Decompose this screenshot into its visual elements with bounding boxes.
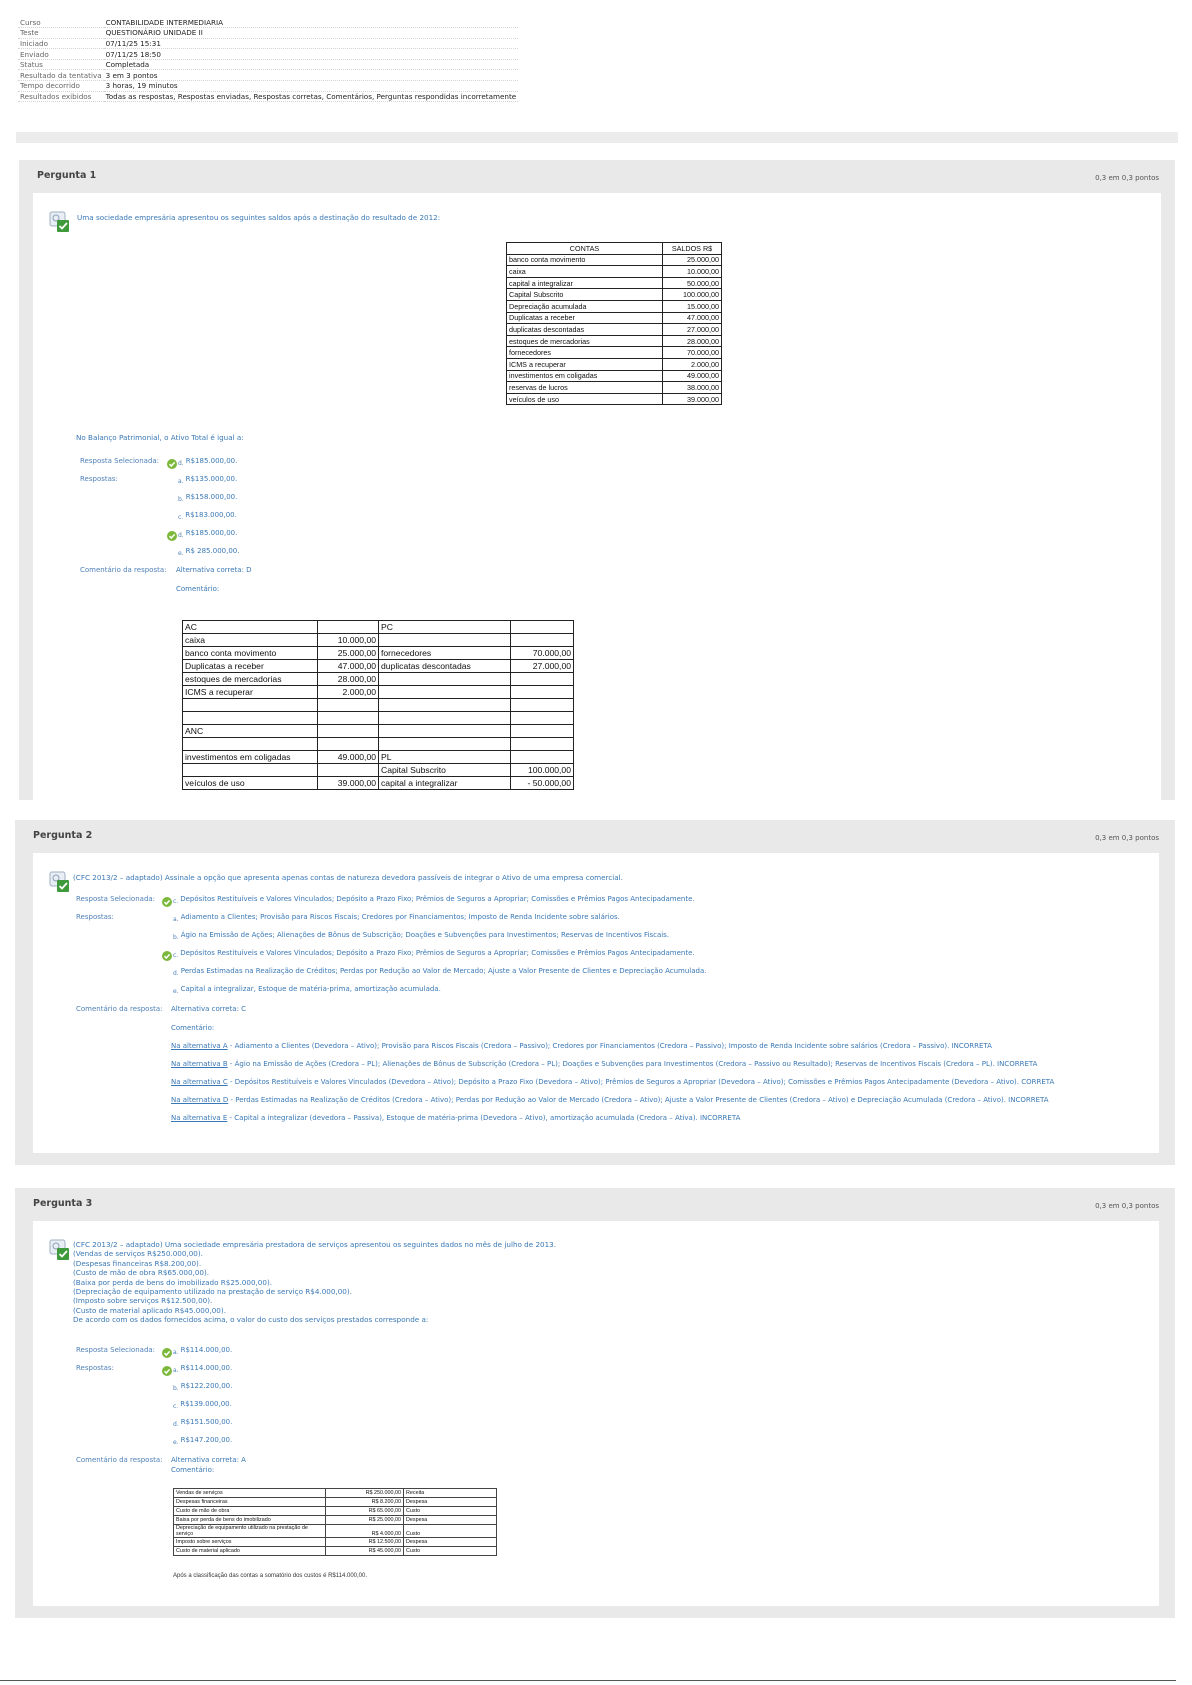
question-1-panel <box>19 160 1175 800</box>
account-row: estoques de mercadorias 28.000,00 <box>507 335 722 347</box>
selected-answer: d. R$185.000,00. <box>178 457 238 467</box>
question-correct-icon <box>49 1239 71 1261</box>
cost-row: Custo de material aplicado R$ 45.000,00 Custo <box>174 1547 497 1556</box>
selected-answer-label: Resposta Selecionada: <box>80 457 160 465</box>
balance-row: Capital Subscrito 100.000,00 <box>183 764 574 777</box>
account-row: banco conta movimento 25.000,00 <box>507 254 722 266</box>
answer-option-e: e. R$ 285.000,00. <box>178 547 240 557</box>
answer-option-c: c. R$183.000,00. <box>178 511 237 521</box>
summary-table <box>18 17 518 102</box>
cost-row: Despesas financeiras R$ 8.200,00 Despesa <box>174 1498 497 1507</box>
balance-row: veículos de uso 39.000,00 capital a integralizar - 50.000,00 <box>183 777 574 790</box>
cost-classification-table <box>173 1488 497 1556</box>
question-3-title: Pergunta 3 <box>33 1198 93 1209</box>
cost-row: Custo de mão de obra R$ 65.000,00 Custo <box>174 1507 497 1516</box>
balance-row: ANC <box>183 725 574 738</box>
page-bottom-divider <box>0 1680 1176 1681</box>
question-2-points: 0,3 em 0,3 pontos <box>1095 834 1159 842</box>
accounts-table <box>506 242 722 405</box>
cost-row: Imposto sobre serviços R$ 12.500,00 Despesa <box>174 1538 497 1547</box>
cost-row: Baixa por perda de bens do imobilizado R$ 25.000,00 Despesa <box>174 1516 497 1525</box>
comment-conclusion: Após a classificação das contas a somatório dos custos é R$114.000,00. <box>173 1573 368 1579</box>
answer-option-c: c. Depósitos Restituíveis e Valores Vinculados; Depósito a Prazo Fixo; Prêmios de Seguros a Apropriar; Comissões e Prêmios Pagos Antecipadamente. <box>173 949 695 959</box>
account-row: caixa 10.000,00 <box>507 266 722 278</box>
question-1-body <box>33 193 1161 800</box>
question-3-body <box>33 1221 1159 1606</box>
comment-line-d: Na alternativa D - Perdas Estimadas na Realização de Créditos (Credora – Ativo); Perdas por Redução ao Valor de Mercado (Credora – Ativo); Ajuste a Valor Presente de Clientes (Credora – Ativo) e Depreciação Acumulada (Credora – Ativo). INCORRETA <box>171 1096 1049 1104</box>
answer-option-a: a. Adiamento a Clientes; Provisão para Riscos Fiscais; Credores por Financiamentos; Imposto de Renda Incidente sobre salários. <box>173 913 620 923</box>
question-3-text: (CFC 2013/2 – adaptado) Uma sociedade empresária prestadora de serviços apresentou os seguintes dados no mês de julho de 2013. (Vendas de serviços R$250.000,00). (Despesas financeiras R$8.200,00). (Custo de mão de obra R$65.000,00). (Baixa por perda de bens do imobilizado R$25.000,00). (Depreciação de equipamento utilizado na prestação de serviço R$4.000,00). (Imposto sobre serviços R$12.500,00). (Custo de material aplicado R$45.000,00). De acordo com os dados fornecidos acima, o valor do custo dos serviços prestados corresponde a: <box>73 1240 557 1325</box>
answer-option-a: a. R$114.000,00. <box>173 1364 233 1374</box>
comment-correct-answer: Alternativa correta: C <box>171 1005 247 1013</box>
question-2-body <box>33 853 1159 1153</box>
comment-correct-answer: Alternativa correta: A <box>171 1456 246 1464</box>
answer-option-d: d. R$151.500,00. <box>173 1418 233 1428</box>
question-1-title: Pergunta 1 <box>37 170 97 181</box>
question-2-panel <box>15 820 1175 1165</box>
question-2-title: Pergunta 2 <box>33 830 93 841</box>
balance-row: investimentos em coligadas 49.000,00 PL <box>183 751 574 764</box>
account-row: duplicatas descontadas 27.000,00 <box>507 324 722 336</box>
question-1-points: 0,3 em 0,3 pontos <box>1095 174 1159 182</box>
answer-option-b: b. R$122.200,00. <box>173 1382 233 1392</box>
balance-row <box>183 738 574 751</box>
account-row: Duplicatas a receber 47.000,00 <box>507 312 722 324</box>
comment-line-e: Na alternativa E - Capital a integralizar (devedora – Passiva), Estoque de matéria-prima (Devedora – Ativo), amortização acumulada (Credora – Ativa). INCORRETA <box>171 1114 741 1122</box>
summary-row: Iniciado 07/11/25 15:31 <box>18 38 518 49</box>
comment-label: Comentário da resposta: <box>76 1005 163 1013</box>
summary-row: Status Completada <box>18 59 518 70</box>
question-1-prompt: No Balanço Patrimonial, o Ativo Total é igual a: <box>76 433 244 442</box>
summary-row: Tempo decorrido 3 horas, 19 minutos <box>18 81 518 92</box>
attempt-summary <box>16 14 1176 134</box>
accounts-header-name: CONTAS <box>507 243 663 255</box>
comment-line-c: Na alternativa C - Depósitos Restituíveis e Valores Vinculados (Devedora – Ativo); Depósito a Prazo Fixo (Devedora – Ativo); Prêmios de Seguros a Apropriar (Devedora – Ativo); Comissões e Prêmios Pagos Antecipadamente (Devedora – Ativo). CORRETA <box>171 1078 1055 1086</box>
accounts-header-value: SALDOS R$ <box>663 243 722 255</box>
comment-heading: Comentário: <box>176 585 220 593</box>
account-row: ICMS a recuperar 2.000,00 <box>507 358 722 370</box>
answer-option-a: a. R$135.000,00. <box>178 475 238 485</box>
cost-row: Depreciação de equipamento utilizado na prestação de serviço R$ 4.000,00 Custo <box>174 1525 497 1538</box>
answer-option-b: b. R$158.000,00. <box>178 493 238 503</box>
account-row: fornecedores 70.000,00 <box>507 347 722 359</box>
question-3-points: 0,3 em 0,3 pontos <box>1095 1202 1159 1210</box>
summary-row: Resultado da tentativa 3 em 3 pontos <box>18 70 518 81</box>
account-row: investimentos em coligadas 49.000,00 <box>507 370 722 382</box>
balance-row: banco conta movimento 25.000,00 fornecedores 70.000,00 <box>183 647 574 660</box>
summary-row: Curso CONTABILIDADE INTERMEDIARIA <box>18 17 518 28</box>
correct-check-icon <box>167 531 177 541</box>
account-row: Capital Subscrito 100.000,00 <box>507 289 722 301</box>
selected-answer-label: Resposta Selecionada: <box>76 895 156 903</box>
answer-option-e: e. Capital a integralizar, Estoque de matéria-prima, amortização acumulada. <box>173 985 441 995</box>
selected-answer-label: Resposta Selecionada: <box>76 1346 156 1354</box>
balance-row <box>183 699 574 712</box>
selected-answer: c. Depósitos Restituíveis e Valores Vinculados; Depósito a Prazo Fixo; Prêmios de Seguros a Apropriar; Comissões e Prêmios Pagos Antecipadamente. <box>173 895 695 905</box>
answers-label: Respostas: <box>76 1364 114 1372</box>
comment-heading: Comentário: <box>171 1466 215 1474</box>
question-correct-icon <box>49 871 71 893</box>
question-2-text: (CFC 2013/2 – adaptado) Assinale a opção que apresenta apenas contas de natureza devedora passíveis de integrar o Ativo de uma empresa comercial. <box>73 873 623 882</box>
comment-correct-answer: Alternativa correta: D <box>176 566 252 574</box>
balance-row: AC PC <box>183 621 574 634</box>
correct-check-icon <box>162 951 172 961</box>
correct-check-icon <box>162 897 172 907</box>
balance-sheet-table <box>182 620 574 790</box>
summary-row: Resultados exibidos Todas as respostas, Respostas enviadas, Respostas corretas, Comentários, Perguntas respondidas incorretamente <box>20 91 517 101</box>
answer-option-d: d. Perdas Estimadas na Realização de Créditos; Perdas por Redução ao Valor de Mercado; Ajuste a Valor Presente de Clientes e Depreciação Acumulada. <box>173 967 707 977</box>
selected-answer: a. R$114.000,00. <box>173 1346 233 1356</box>
summary-row: Enviado 07/11/25 18:50 <box>18 49 518 60</box>
cost-row: Vendas de serviços R$ 250.000,00 Receita <box>174 1489 497 1498</box>
balance-row: Duplicatas a receber 47.000,00 duplicatas descontadas 27.000,00 <box>183 660 574 673</box>
account-row: capital a integralizar 50.000,00 <box>507 277 722 289</box>
correct-check-icon <box>167 459 177 469</box>
account-row: Depreciação acumulada 15.000,00 <box>507 300 722 312</box>
answer-option-c: c. R$139.000,00. <box>173 1400 232 1410</box>
question-correct-icon <box>49 211 71 233</box>
comment-label: Comentário da resposta: <box>76 1456 163 1464</box>
account-row: reservas de lucros 38.000,00 <box>507 382 722 394</box>
balance-row: ICMS a recuperar 2.000,00 <box>183 686 574 699</box>
answers-label: Respostas: <box>76 913 114 921</box>
comment-line-a: Na alternativa A - Adiamento a Clientes (Devedora – Ativo); Provisão para Riscos Fiscais (Credora – Passivo); Credores por Financiamentos (Credora – Passivo); Imposto de Renda Incidente sobre salários (Credora – Passivo). INCORRETA <box>171 1042 992 1050</box>
comment-heading: Comentário: <box>171 1024 215 1032</box>
summary-row: Teste QUESTIONÁRIO UNIDADE II <box>18 28 518 39</box>
answers-label: Respostas: <box>80 475 118 483</box>
balance-row: estoques de mercadorias 28.000,00 <box>183 673 574 686</box>
comment-label: Comentário da resposta: <box>80 566 167 574</box>
comment-line-b: Na alternativa B - Ágio na Emissão de Ações (Credora – PL); Alienações de Bônus de Subscrição (Credora – PL); Doações e Subvenções para Investimentos (Credora – Passivo ou Resultado); Reservas de Incentivos Fiscais (Credora – PL). INCORRETA <box>171 1060 1038 1068</box>
balance-row <box>183 712 574 725</box>
answer-option-b: b. Ágio na Emissão de Ações; Alienações de Bônus de Subscrição; Doações e Subvenções para Investimentos; Reservas de Incentivos Fiscais. <box>173 931 670 941</box>
correct-check-icon <box>162 1366 172 1376</box>
account-row: veículos de uso 39.000,00 <box>507 393 722 405</box>
correct-check-icon <box>162 1348 172 1358</box>
answer-option-e: e. R$147.200,00. <box>173 1436 233 1446</box>
question-1-text: Uma sociedade empresária apresentou os seguintes saldos após a destinação do resultado de 2012: <box>77 213 441 222</box>
answer-option-d: d. R$185.000,00. <box>178 529 238 539</box>
balance-row: caixa 10.000,00 <box>183 634 574 647</box>
summary-divider <box>16 132 1178 143</box>
question-3-panel <box>15 1188 1175 1618</box>
